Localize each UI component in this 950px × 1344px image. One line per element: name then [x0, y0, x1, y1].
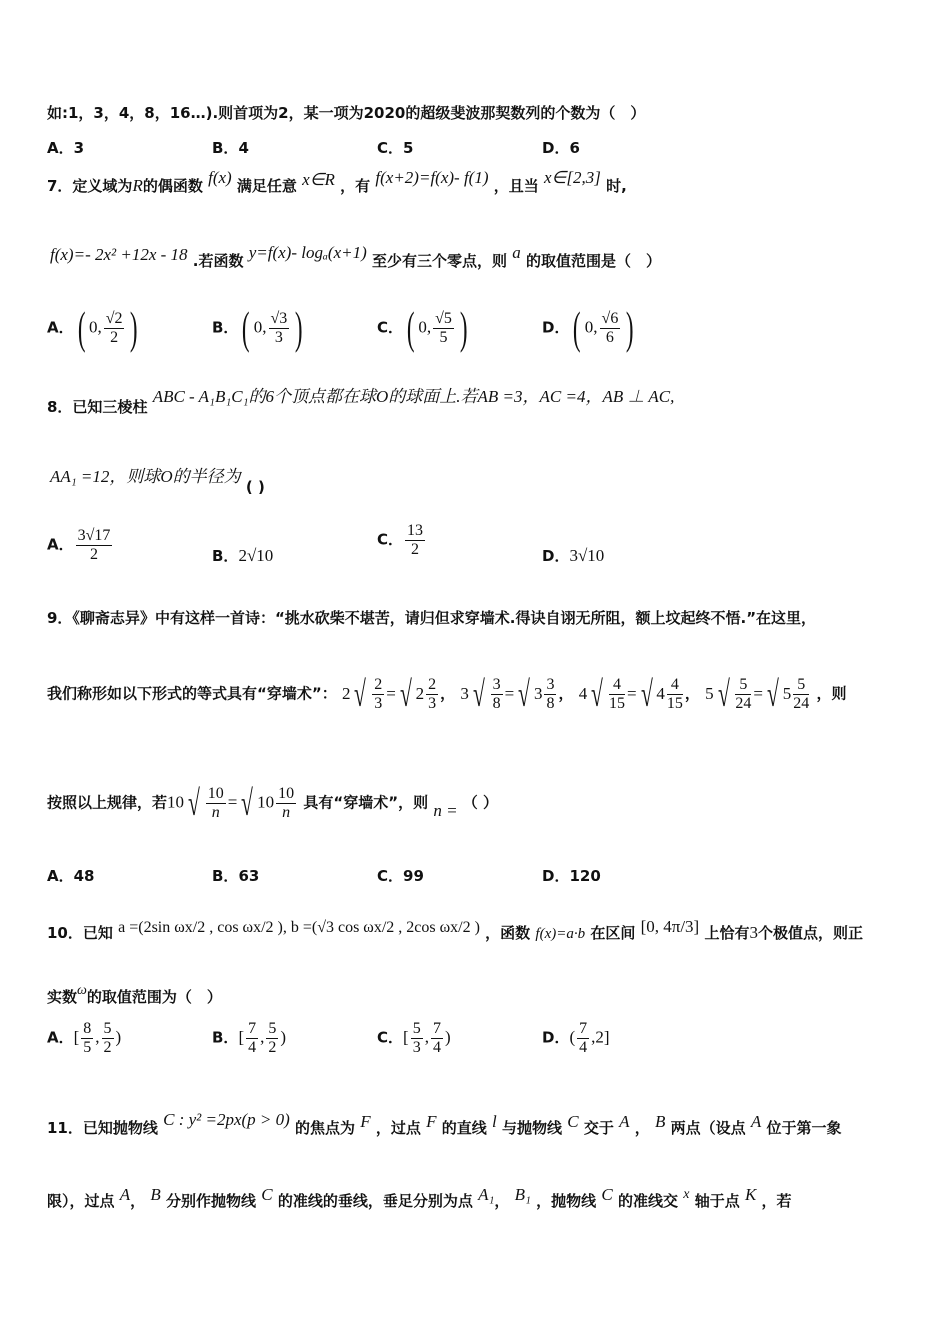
q10-line2: 实数ω的取值范围为（ ） [47, 983, 222, 1006]
q10-option-c: C．[ $\frac{5}{3}$ , $\frac{7}{4}$ ) [377, 1020, 451, 1056]
q6-option-a: A．3 [47, 139, 85, 157]
q7-line2: f(x)=- 2x² +12x - 18 .若函数 y=f(x)- logₐ(x+1) 至少有三个零点，则 a 的取值范围是（ ） [50, 243, 662, 270]
q6-option-c: C．5 [377, 139, 414, 157]
q6-stem: 如:1，3，4，8，16…).则首项为2，某一项为2020的超级斐波那契数列的个数为（ ） [47, 104, 646, 122]
q11-line1: 11．已知抛物线 C : y² =2px(p > 0) 的焦点为 F ，过点 F 的直线 l 与抛物线 C 交于 A ， B 两点（设点 A 位于第一象 [47, 1110, 842, 1137]
q11-line2: 限），过点 A， B 分别作抛物线 C 的准线的垂线，垂足分别为点 A₁， B₁ ，抛物线 C 的准线交 x 轴于点 K ，若 [47, 1185, 792, 1210]
q7-option-b: B．( 0, $\frac{√3}{3}$ ) [212, 302, 303, 353]
q10-option-a: A．[ $\frac{8}{5}$ , $\frac{5}{2}$ ) [47, 1020, 122, 1056]
q9-eq-1: 2 √ $\frac{2}{3}$ = √ 2 $\frac{2}{3}$ [341, 674, 437, 715]
q6-option-b: B．4 [212, 139, 249, 157]
q10-option-d: D．( $\frac{7}{4}$ ,2] [542, 1020, 610, 1056]
q8-option-b: B．2√10 [212, 546, 274, 565]
q8-line1: 8．已知三棱柱 ABC - A₁B₁C₁的6个顶点都在球O的球面上.若AB =3，AC =4，AB ⊥ AC, [47, 387, 675, 416]
q8-line2: AA₁ =12，则球O的半径为 ( ) [50, 467, 265, 496]
q9-line3: 按照以上规律，若10 √ $\frac{10}{n}$ = √ 10 $\frac{10}{n}$ 具有“穿墙术”，则 n = （ ） [47, 783, 499, 824]
q9-eq-3: 4 √ $\frac{4}{15}$ = √ 4 $\frac{4}{15}$ [578, 674, 683, 715]
q10-option-b: B．[ $\frac{7}{4}$ , $\frac{5}{2}$ ) [212, 1020, 287, 1056]
q8-option-d: D．3√10 [542, 546, 605, 565]
q7-option-c: C．( 0, $\frac{√5}{5}$ ) [377, 302, 468, 353]
q8-option-a: A． $\frac{3√17}{2}$ [47, 527, 111, 563]
q7-option-d: D．( 0, $\frac{√6}{6}$ ) [542, 302, 634, 353]
q9-line2: 我们称形如以下形式的等式具有“穿墙术”： 2 √ $\frac{2}{3}$ = √ 2 $\frac{2}{3}$ ， 3 √ $\frac{3}{8}$ = √ 3 $\frac{3}{8}$ ， 4 √ $\frac{4}{15}$ = √ 4 $\frac{4}{15}$ ， 5 √ $\frac{5}{24}$ = √ 5 $\frac{5}{24}$ ，则 [47, 674, 847, 715]
q9-option-d: D．120 [542, 867, 601, 885]
q10-vectors: a =(2sin ωx/2 , cos ωx/2 ), b =(√3 cos ωx/2 , 2cos ωx/2 ) [118, 919, 480, 936]
q8-option-c: C． $\frac{13}{2}$ [377, 522, 424, 558]
q7-option-a: A．( 0, $\frac{√2}{2}$ ) [47, 302, 138, 353]
q10-line1: 10．已知 a =(2sin ωx/2 , cos ωx/2 ), b =(√3 cos ωx/2 , 2cos ωx/2 ) ，函数 f(x)=a·b 在区间 [0, 4π/3] 上恰有3个极值点，则正 [47, 917, 863, 942]
q9-option-b: B．63 [212, 867, 260, 885]
q9-eq-4: 5 √ $\frac{5}{24}$ = √ 5 $\frac{5}{24}$ [705, 674, 810, 715]
q9-eq-2: 3 √ $\frac{3}{8}$ = √ 3 $\frac{3}{8}$ [460, 674, 555, 715]
q9-line1: 9．《聊斋志异》中有这样一首诗：“挑水砍柴不堪苦，请归但求穿墙术.得诀自诩无所阻，额上坟起终不悟.”在这里， [47, 609, 817, 627]
q6-option-d: D．6 [542, 139, 580, 157]
q9-option-c: C．99 [377, 867, 424, 885]
q9-option-a: A．48 [47, 867, 95, 885]
q7-line1: 7．定义域为R的偶函数 f(x) 满足任意 x∈R ，有 f(x+2)=f(x)- f(1) ，且当 x∈[2,3] 时, [47, 168, 627, 195]
